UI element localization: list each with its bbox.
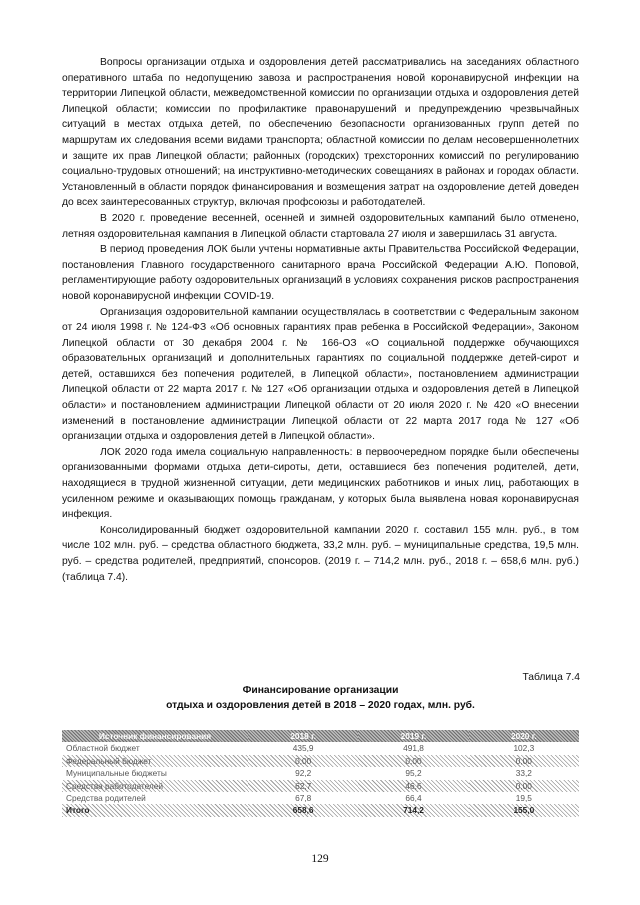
page-number: 129	[311, 853, 329, 865]
paragraph-2: В 2020 г. проведение весенней, осенней и зимней оздоровительных кампаний было отменено, летняя оздоровительная кампания в Липецкой области стартовала 27 июля и завершилась 31 августа.	[62, 212, 579, 240]
body-text	[62, 55, 579, 585]
table-row-total	[62, 804, 579, 816]
cell-2019: 491,8	[403, 743, 424, 754]
table-row	[62, 755, 579, 767]
paragraph-4: Организация оздоровительной кампании осуществлялась в соответствии с Федеральным законом от 24 июля 1998 г. № 124-ФЗ «Об основных гарантиях прав ребенка в Российской Федерации», Законом Липецкой области от 30 декабря 2004 г. № 166-ОЗ «О социальной поддержке обучающихся образовательных организаций и дополнительных гарантиях по социальной поддержке детей-сирот и детей, оставшихся без попечения родителей, в Липецкой области», постановлением администрации Липецкой области от 22 марта 2017 г. № 127 «Об организации отдыха и оздоровления детей в Липецкой области» и постановлением администрации Липецкой области от 20 июля 2020 г. № 420 «О внесении изменений в постановление администрации Липецкой области от 22 марта 2017 года № 127 «Об организации отдыха и оздоровления детей в Липецкой области».	[62, 306, 579, 443]
cell-2018: 62,7	[248, 780, 358, 792]
table-row	[62, 780, 579, 792]
cell-2020: 155,0	[469, 804, 579, 816]
row-label: Итого	[62, 804, 248, 816]
cell-2020: 102,3	[513, 743, 535, 754]
paragraph-6: Консолидированный бюджет оздоровительной кампании 2020 г. составил 155 млн. руб., в том числе 102 млн. руб. – средства областного бюджета, 33,2 млн. руб. – муниципальные средства, 19,5 млн. руб. – средства родителей, предприятий, спонсоров. (2019 г. – 714,2 млн. руб., 2018 г. – 658,6 млн. руб.) (таблица 7.4).	[62, 524, 579, 583]
table-caption: Таблица 7.4	[522, 672, 580, 683]
cell-2019: 0,00	[358, 755, 468, 767]
paragraph-1: Вопросы организации отдыха и оздоровления детей рассматривались на заседаниях областного оперативного штаба по недопущению завоза и распространения новой коронавирусной инфекции на территории Липецкой области, межведомственной комиссии по организации отдыха и оздоровления детей Липецкой области; комиссии по профилактике правонарушений и предупреждению чрезвычайных ситуаций в местах отдыха детей, по обеспечению безопасности организованных групп детей по маршрутам их следования всеми видами транспорта; областной комиссии по делам несовершеннолетних и защите их прав Липецкой области; районных (городских) трехсторонних комиссий по регулированию социально-трудовых отношений; на инструктивно-методических совещаниях в районах и городах области. Установленный в области порядок финансирования и возмещения затрат на оздоровление детей доведен до всех заинтересованных структур, включая профсоюзы и работодателей.	[62, 57, 579, 209]
header-2018: 2018 г.	[248, 730, 358, 742]
row-label: Средства родителей	[66, 793, 146, 804]
cell-2018: 92,2	[295, 768, 312, 779]
cell-2018: 435,9	[292, 743, 314, 754]
table-row	[62, 792, 579, 804]
cell-2019: 714,2	[358, 804, 468, 816]
cell-2018: 0,00	[248, 755, 358, 767]
table-title-line-2: отдыха и оздоровления детей в 2018 – 2020 годах, млн. руб.	[166, 700, 475, 711]
cell-2020: 0,00	[469, 755, 579, 767]
row-label: Муниципальные бюджеты	[66, 768, 167, 779]
cell-2020: 33,2	[515, 768, 532, 779]
cell-2020: 0,00	[469, 780, 579, 792]
table-row	[62, 742, 579, 754]
cell-2019: 66,4	[405, 793, 422, 804]
paragraph-5: ЛОК 2020 года имела социальную направленность: в первоочередном порядке были обеспечены организованными формами отдыха дети-сироты, дети, оставшиеся без попечения родителей, дети, находящиеся в трудной жизненной ситуации, дети медицинских работников и иных лиц, работающих в усиленном режиме и оказывающих помощь гражданам, у которых была выявлена новая коронавирусная инфекция.	[62, 446, 579, 521]
cell-2018: 67,8	[295, 793, 312, 804]
row-label: Областной бюджет	[66, 743, 140, 754]
cell-2019: 95,2	[405, 768, 422, 779]
cell-2018: 658,6	[248, 804, 358, 816]
financing-table	[62, 730, 579, 817]
header-2019: 2019 г.	[358, 730, 468, 742]
table-title-line-1: Финансирование организации	[242, 685, 399, 696]
paragraph-3: В период проведения ЛОК были учтены нормативные акты Правительства Российской Федерации, постановления Главного государственного санитарного врача Российской Федерации А.Ю. Поповой, регламентирующие работу оздоровительных организаций в условиях сохранения рисков распространения новой коронавирусной инфекции COVID-19.	[62, 244, 579, 302]
row-label: Средства работодателей	[62, 780, 248, 792]
table-title	[62, 683, 579, 713]
header-2020: 2020 г.	[469, 730, 579, 742]
table-row	[62, 767, 579, 779]
header-source: Источник финансирования	[62, 730, 248, 742]
cell-2020: 19,5	[515, 793, 532, 804]
table-header-row	[62, 730, 579, 742]
row-label: Федеральный бюджет	[62, 755, 248, 767]
cell-2019: 46,6	[358, 780, 468, 792]
